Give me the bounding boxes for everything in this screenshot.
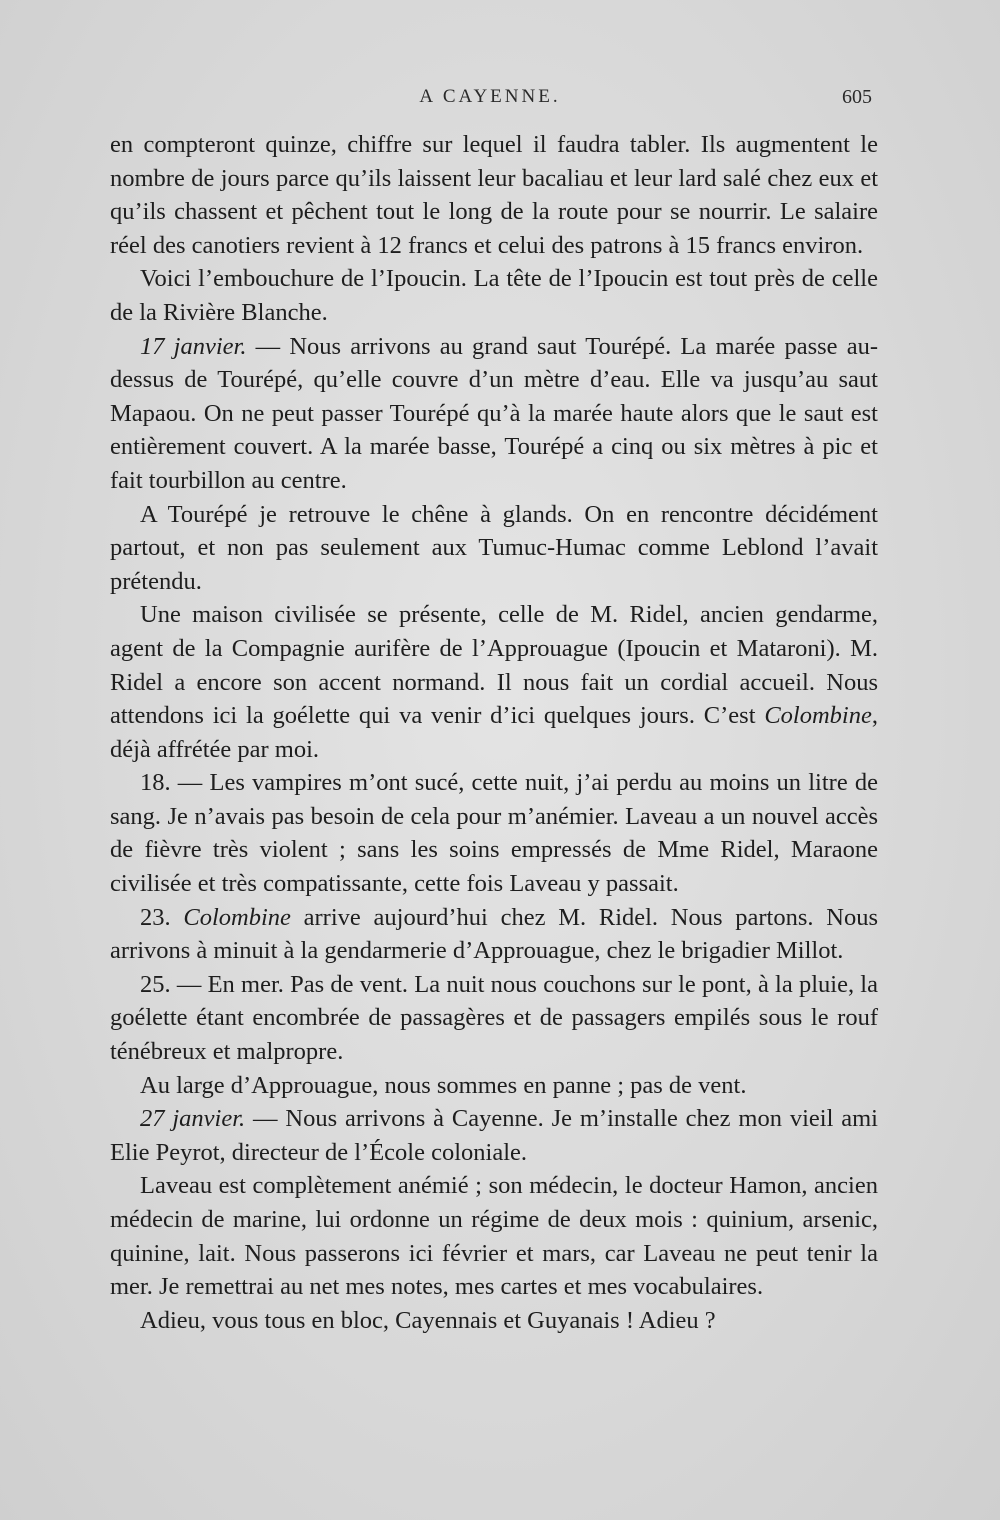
paragraph-4: A Tourépé je retrouve le chêne à glands. On en rencontre décidément partout, et non pas seulement aux Tumuc-Humac comme Leblond l’avait prétendu.: [110, 500, 878, 595]
paragraph-2: Voici l’embouchure de l’Ipoucin. La tête de l’Ipoucin est tout près de celle de la Rivière Blanche.: [110, 265, 878, 326]
paragraph-3: [110, 330, 878, 498]
running-title: A CAYENNE.: [419, 86, 561, 107]
entry-prefix: 23.: [140, 903, 184, 931]
paragraph-10: [110, 1102, 878, 1169]
paragraph-6: 18. — Les vampires m’ont sucé, cette nuit, j’ai perdu au moins un litre de sang. Je n’avais pas besoin de cela pour m’anémier. Laveau a un nouvel accès de fièvre très violent ; sans les soins empressés de Mme Ridel, Maraone civilisée et très compatissante, cette fois Laveau y passait.: [110, 769, 878, 898]
paragraph-9: Au large d’Approuague, nous sommes en panne ; pas de vent.: [140, 1071, 747, 1099]
paragraph-11: Laveau est complètement anémié ; son médecin, le docteur Hamon, ancien médecin de marine, lui ordonne un régime de deux mois : quinium, arsenic, quinine, lait. Nous passerons ici février et mars, car Laveau ne peut tenir la mer. Je remettrai au net mes notes, mes cartes et mes vocabulaires.: [110, 1172, 878, 1301]
paragraph-12: Adieu, vous tous en bloc, Cayennais et Guyanais ! Adieu ?: [140, 1306, 716, 1334]
running-head: [0, 86, 1000, 116]
entry-date: 17 janvier.: [140, 332, 247, 360]
paragraph-7: [110, 901, 878, 968]
paragraph-5: [110, 598, 878, 766]
entry-date: 27 janvier.: [140, 1105, 246, 1133]
ship-name: Colombine: [764, 702, 872, 730]
entry-text: — Nous arrivons au grand saut Tourépé. La marée passe au-dessus de Tourépé, qu’elle couvre d’un mètre d’eau. Elle va jusqu’au saut Mapaou. On ne peut passer Tourépé qu’à la marée haute alors que le saut est entièrement couvert. A la marée basse, Tourépé a cinq ou six mètres à pic et fait tourbillon au centre.: [110, 332, 878, 494]
paragraph-8: 25. — En mer. Pas de vent. La nuit nous couchons sur le pont, à la pluie, la goélette étant encombrée de passagères et de passagers empilés sous le rouf ténébreux et malpropre.: [110, 970, 878, 1066]
paragraph-1: en compteront quinze, chiffre sur lequel il faudra tabler. Ils augmentent le nombre de jours parce qu’ils laissent leur bacaliau et leur lard salé chez eux et qu’ils chassent et pêchent tout le long de la route pour se nourrir. Le salaire réel des canotiers revient à 12 francs et celui des patrons à 15 francs environ.: [110, 131, 878, 259]
body-text: [110, 128, 878, 1337]
page-number: 605: [842, 86, 872, 108]
ship-name: Colombine: [183, 903, 291, 931]
entry-text: — Nous arrivons à Cayenne. Je m’installe chez mon vieil ami Elie Peyrot, directeur de l’École coloniale.: [110, 1105, 878, 1166]
entry-text-after: , déjà affrétée par moi.: [110, 702, 878, 763]
entry-text: Une maison civilisée se présente, celle de M. Ridel, ancien gendarme, agent de la Compagnie aurifère de l’Approuague (Ipoucin et Mataroni). M. Ridel a encore son accent normand. Il nous fait un cordial accueil. Nous attendons ici la goélette qui va venir d’ici quelques jours. C’est: [110, 601, 878, 730]
entry-text: arrive aujourd’hui chez M. Ridel. Nous partons. Nous arrivons à minuit à la gendarmerie d’Approuague, chez le brigadier Millot.: [110, 903, 878, 965]
